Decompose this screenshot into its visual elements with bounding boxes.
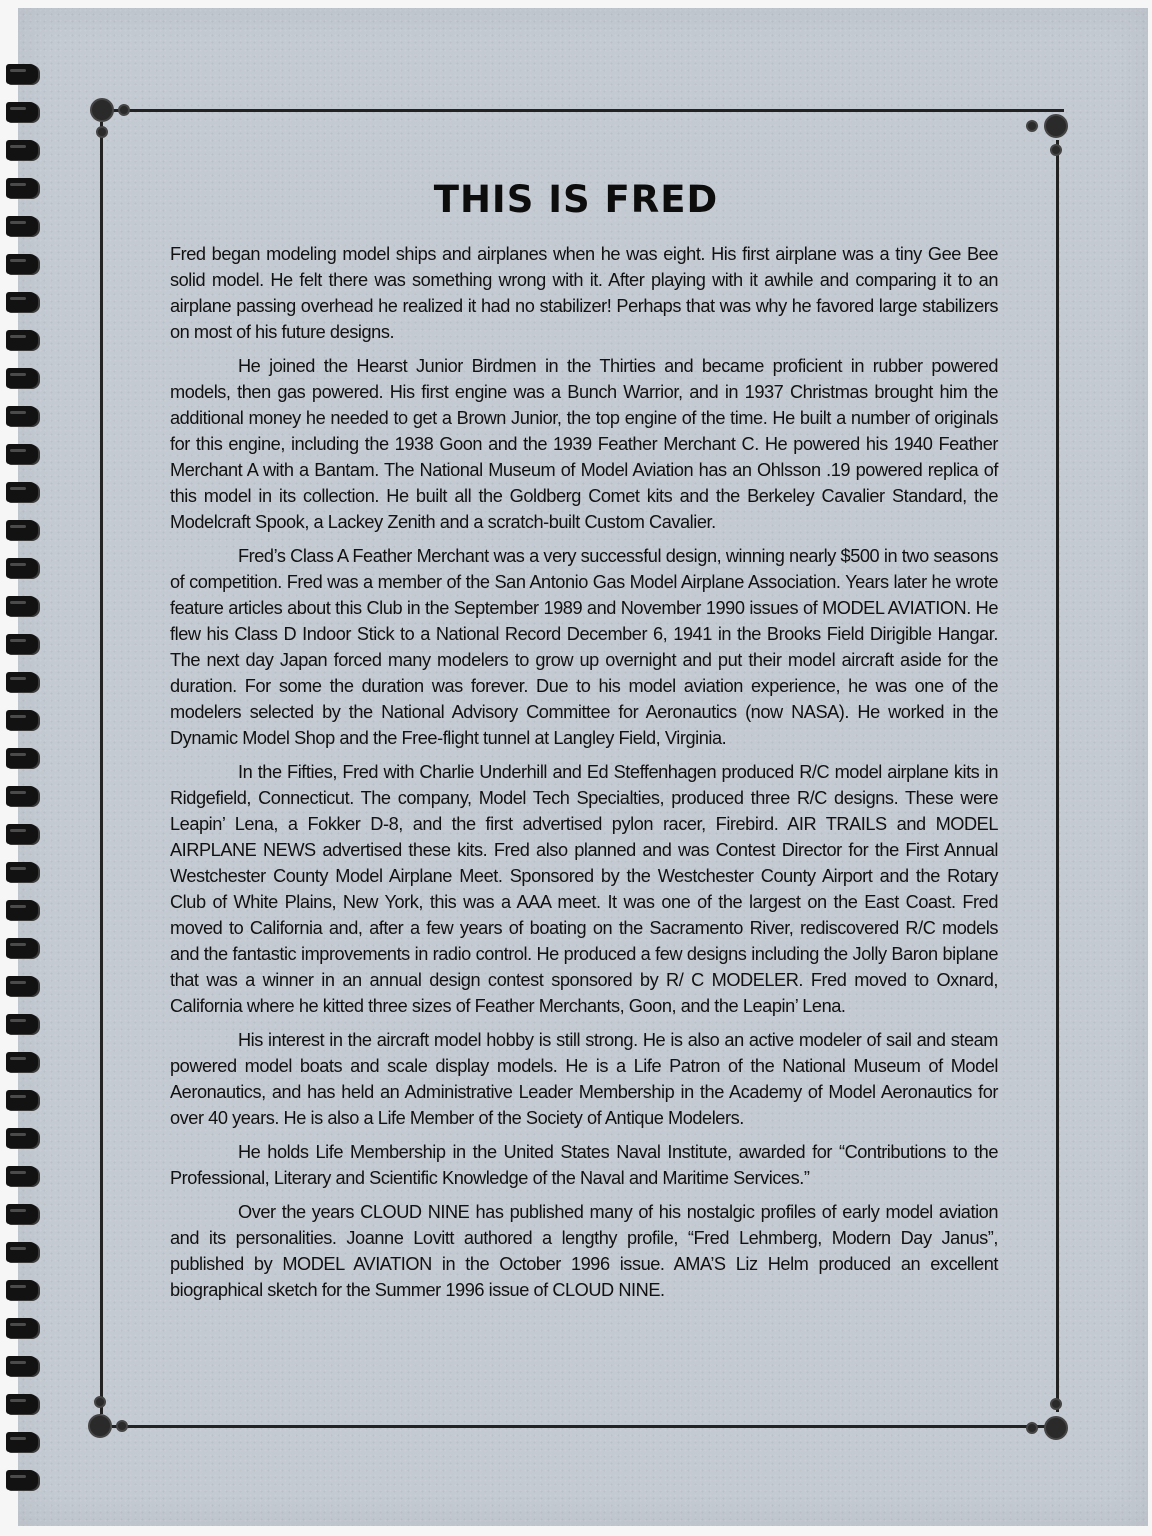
binding-coil bbox=[6, 1166, 38, 1186]
paragraph: Fred began modeling model ships and airplanes when he was eight. His first airplane was a tiny Gee Bee solid model. He felt there was something wrong with it. After playing with it awhile and comparing it to an airplane passing overhead he realized it had no stabilizer! Perhaps that was why he favored large stabilizers on most of his future designs. bbox=[170, 244, 998, 342]
binding-coil bbox=[6, 976, 38, 996]
paragraph: In the Fifties, Fred with Charlie Underhill and Ed Steffenhagen produced R/C model airplane kits in Ridgefield, Connecticut. The company, Model Tech Specialties, produced three R/C designs. These were Leapin’ Lena, a Fokker D-8, and the first advertised pylon racer, Firebird. AIR TRAILS and MODEL AIRPLANE NEWS advertised these kits. Fred also planned and was Contest Director for the First Annual Westchester County Model Airplane Meet. Sponsored by the Westchester County Airport and the Rotary Club of White Plains, New York, this was a AAA meet. It was one of the largest on the East Coast. Fred moved to California and, after a few years of boating on the Sacramento River, rediscovered R/C models and the fantastic improvements in radio control. He produced a few designs including the Jolly Baron biplane that was a winner in an annual design contest sponsored by R/ C MODELER. Fred moved to Oxnard, California where he kitted three sizes of Feather Merchants, Goon, and the Leapin’ Lena. bbox=[170, 762, 998, 1016]
binding-coil bbox=[6, 140, 38, 160]
ornament-dot bbox=[118, 104, 130, 116]
binding-coil bbox=[6, 596, 38, 616]
border-bottom-line bbox=[112, 1425, 1060, 1428]
binding-coil bbox=[6, 862, 38, 882]
binding-coil bbox=[6, 824, 38, 844]
binding-coil bbox=[6, 254, 38, 274]
binding-coil bbox=[6, 1052, 38, 1072]
binding-coil bbox=[6, 444, 38, 464]
binding-coil bbox=[6, 558, 38, 578]
ornament-dot bbox=[1026, 1422, 1038, 1434]
paragraph: He holds Life Membership in the United States Naval Institute, awarded for “Contributions to the Professional, Literary and Scientific Knowledge of the Naval and Maritime Services.” bbox=[170, 1142, 998, 1188]
binding-coil bbox=[6, 786, 38, 806]
ornament-dot bbox=[1026, 120, 1038, 132]
ornament-dot bbox=[1044, 1416, 1068, 1440]
paragraph: Fred’s Class A Feather Merchant was a very successful design, winning nearly $500 in two seasons of competition. Fred was a member of the San Antonio Gas Model Airplane Association. Years later he wrote feature articles about this Club in the September 1989 and November 1990 issues of MODEL AVIATION. He flew his Class D Indoor Stick to a National Record December 6, 1941 in the Brooks Field Dirigible Hangar. The next day Japan forced many modelers to grow up overnight and put their model aircraft aside for the duration. For some the duration was forever. Due to his model aviation experience, he was one of the modelers selected by the National Advisory Committee for Aeronautics (now NASA). He worked in the Dynamic Model Shop and the Free-flight tunnel at Langley Field, Virginia. bbox=[170, 546, 998, 748]
ornament-dot bbox=[94, 1396, 106, 1408]
binding-coil bbox=[6, 1432, 38, 1452]
binding-coil bbox=[6, 634, 38, 654]
border-left-line bbox=[100, 122, 103, 1414]
binding-coil bbox=[6, 64, 38, 84]
paragraph: His interest in the aircraft model hobby is still strong. He is also an active modeler of sail and steam powered model boats and scale display models. He is a Life Patron of the National Museum of Model Aeronautics, and has held an Administrative Leader Membership in the Academy of Model Aeronautics for over 40 years. He is also a Life Member of the Society of Antique Modelers. bbox=[170, 1030, 998, 1128]
binding-coil bbox=[6, 938, 38, 958]
binding-coil bbox=[6, 482, 38, 502]
binding-coil bbox=[6, 710, 38, 730]
ornament-dot bbox=[1050, 144, 1062, 156]
binding-coil bbox=[6, 1280, 38, 1300]
border-top-line bbox=[112, 109, 1064, 112]
binding-coil bbox=[6, 102, 38, 122]
binding-coil bbox=[6, 1318, 38, 1338]
binding-coil bbox=[6, 1090, 38, 1110]
ornament-dot bbox=[90, 98, 114, 122]
paragraph: He joined the Hearst Junior Birdmen in the Thirties and became proficient in rubber powered models, then gas powered. His first engine was a Bunch Warrior, and in 1937 Christmas brought him the additional money he needed to get a Brown Junior, the top engine of the time. He built a number of originals for this engine, including the 1938 Goon and the 1939 Feather Merchant C. He powered his 1940 Feather Merchant A with a Bantam. The National Museum of Model Aviation has an Ohlsson .19 powered replica of this model in its collection. He built all the Goldberg Comet kits and the Berkeley Cavalier Standard, the Modelcraft Spook, a Lackey Zenith and a scratch-built Custom Cavalier. bbox=[170, 356, 998, 532]
binding-coil bbox=[6, 1128, 38, 1148]
ornament-dot bbox=[1050, 1398, 1062, 1410]
binding-coil bbox=[6, 748, 38, 768]
paragraph: Over the years CLOUD NINE has published many of his nostalgic profiles of early model aviation and its personalities. Joanne Lovitt authored a lengthy profile, “Fred Lehmberg, Modern Day Janus”, published by MODEL AVIATION in the October 1996 issue. AMA’S Liz Helm produced an excellent biographical sketch for the Summer 1996 issue of CLOUD NINE. bbox=[170, 1202, 998, 1300]
page-title: THIS IS FRED bbox=[433, 178, 719, 221]
border-right-line bbox=[1056, 140, 1059, 1412]
binding-coil bbox=[6, 330, 38, 350]
ornament-dot bbox=[1044, 114, 1068, 138]
spiral-binding bbox=[0, 0, 48, 1536]
binding-coil bbox=[6, 292, 38, 312]
binding-coil bbox=[6, 1014, 38, 1034]
ornament-dot bbox=[88, 1414, 112, 1438]
binding-coil bbox=[6, 520, 38, 540]
ornament-dot bbox=[96, 126, 108, 138]
binding-coil bbox=[6, 406, 38, 426]
article-body bbox=[170, 241, 998, 1311]
binding-coil bbox=[6, 368, 38, 388]
binding-coil bbox=[6, 1242, 38, 1262]
binding-coil bbox=[6, 1394, 38, 1414]
ornament-dot bbox=[116, 1420, 128, 1432]
binding-coil bbox=[6, 672, 38, 692]
binding-coil bbox=[6, 1204, 38, 1224]
binding-coil bbox=[6, 1356, 38, 1376]
binding-coil bbox=[6, 1470, 38, 1490]
binding-coil bbox=[6, 900, 38, 920]
